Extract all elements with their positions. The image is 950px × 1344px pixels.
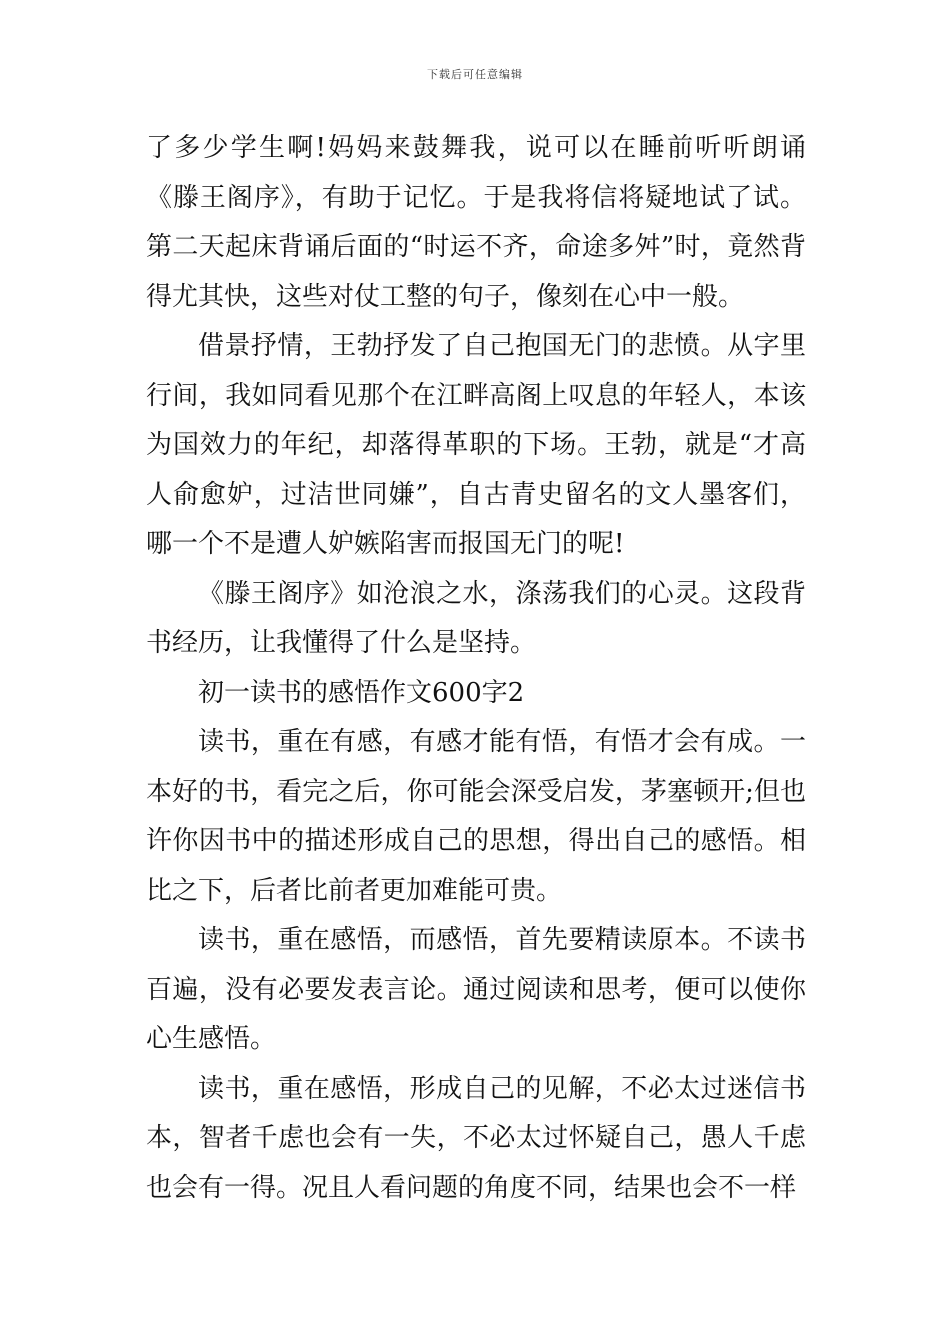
paragraph-wang-bo: 借景抒情，王勃抒发了自己抱国无门的悲愤。从字里行间，我如同看见那个在江畔高阁上叹息的年轻人，本该为国效力的年纪，却落得革职的下场。王勃，就是“才高人俞愈妒，过洁世同嫌”，自古青史留名的文人墨客们，哪一个不是遭人妒嫉陷害而报国无门的呢! — [146, 331, 806, 559]
paragraph-careful-reading: 读书，重在感悟，而感悟，首先要精读原本。不读书百遍，没有必要发表言论。通过阅读和思考，便可以使你心生感悟。 — [146, 925, 806, 1054]
document-body — [146, 124, 806, 1213]
paragraph-continuation: 了多少学生啊!妈妈来鼓舞我，说可以在睡前听听朗诵《滕王阁序》，有助于记忆。于是我将信将疑地试了试。第二天起床背诵后面的“时运不齐，命途多舛”时，竟然背得尤其快，这些对仗工整的句子，像刻在心中一般。 — [146, 133, 806, 312]
paragraph-reading-feeling: 读书，重在有感，有感才能有悟，有悟才会有成。一本好的书，看完之后，你可能会深受启发，茅塞顿开;但也许你因书中的描述形成自己的思想，得出自己的感悟。相比之下，后者比前者更加难能可贵。 — [146, 727, 806, 906]
paragraph-tengwangge: 《滕王阁序》如沧浪之水，涤荡我们的心灵。这段背书经历，让我懂得了什么是坚持。 — [146, 578, 806, 658]
section-heading: 初一读书的感悟作文600字2 — [198, 677, 525, 708]
header-note: 下载后可任意编辑 — [427, 68, 523, 81]
paragraph-own-views: 读书，重在感悟，形成自己的见解，不必太过迷信书本，智者千虑也会有一失，不必太过怀疑自己，愚人千虑也会有一得。况且人看问题的角度不同，结果也会不一样 — [146, 1073, 806, 1203]
